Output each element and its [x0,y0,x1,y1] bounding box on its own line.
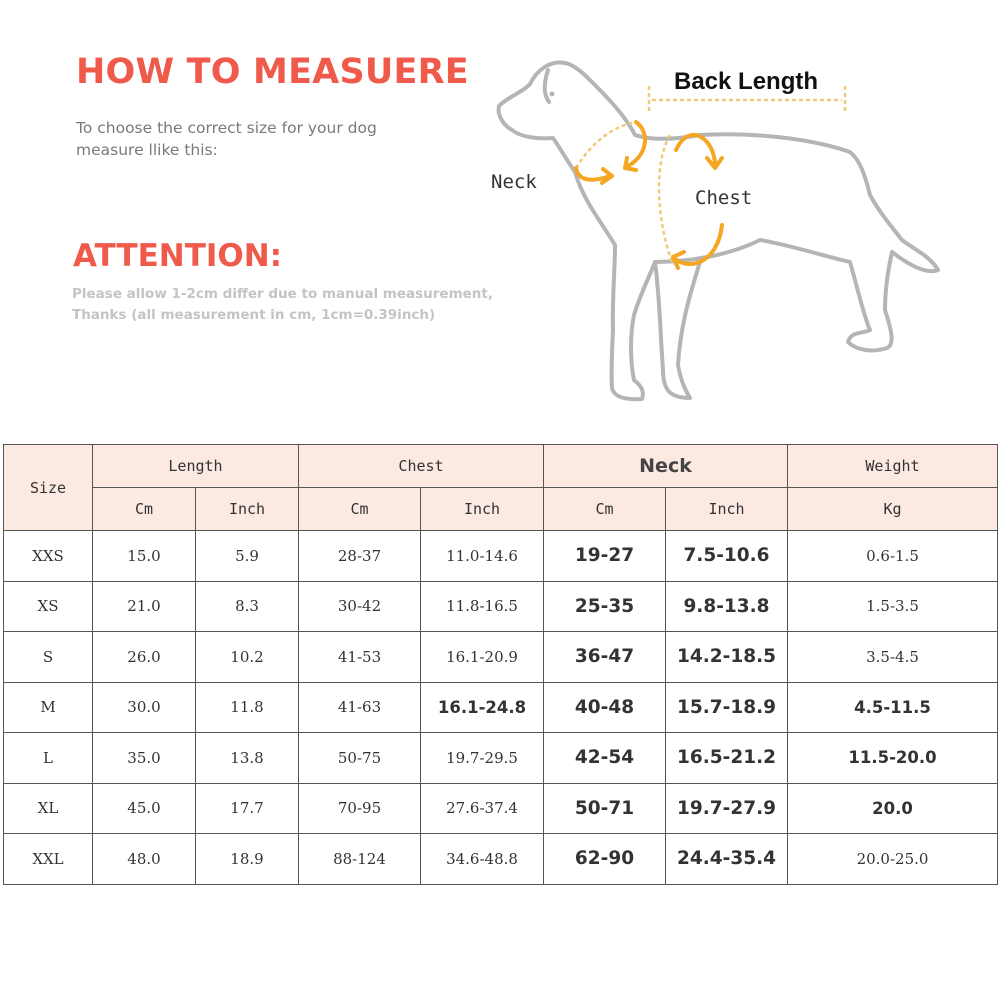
table-cell: 88-124 [299,834,421,885]
table-cell: 19-27 [544,531,666,582]
size-cell: XXS [4,531,93,582]
table-cell: 20.0-25.0 [788,834,998,885]
table-cell: 40-48 [544,682,666,733]
table-row [4,733,998,784]
chest-label: Chest [695,187,753,209]
size-cell: XXL [4,834,93,885]
size-cell: S [4,632,93,683]
dog-measurement-diagram [480,50,950,410]
table-cell: 11.0-14.6 [421,531,544,582]
page-title: HOW TO MEASUERE [76,52,469,92]
attention-title: ATTENTION: [73,238,283,274]
table-cell: 21.0 [93,581,196,632]
table-cell: 17.7 [196,783,299,834]
table-cell: 11.8 [196,682,299,733]
table-cell: 20.0 [788,783,998,834]
unit-header-row [4,488,998,531]
table-cell: 13.8 [196,733,299,784]
table-cell: 50-71 [544,783,666,834]
table-cell: 19.7-29.5 [421,733,544,784]
back-length-label: Back Length [674,68,819,95]
table-cell: 41-53 [299,632,421,683]
table-cell: 19.7-27.9 [666,783,788,834]
table-cell: 25-35 [544,581,666,632]
unit-header: Cm [544,488,666,531]
table-cell: 18.9 [196,834,299,885]
table-cell: 30.0 [93,682,196,733]
size-header: Size [4,445,93,531]
table-cell: 24.4-35.4 [666,834,788,885]
table-cell: 26.0 [93,632,196,683]
table-cell: 42-54 [544,733,666,784]
attention-line-2: Thanks (all measurement in cm, 1cm=0.39inch) [72,307,436,323]
table-cell: 28-37 [299,531,421,582]
dog-eye [550,92,555,97]
table-cell: 1.5-3.5 [788,581,998,632]
table-cell: 16.5-21.2 [666,733,788,784]
table-cell: 50-75 [299,733,421,784]
table-cell: 9.8-13.8 [666,581,788,632]
dog-outline [499,62,938,399]
table-row [4,632,998,683]
table-cell: 8.3 [196,581,299,632]
dog-far-leg [655,262,700,398]
unit-header: Cm [93,488,196,531]
unit-header: Cm [299,488,421,531]
neck-label: Neck [491,171,537,193]
table-cell: 7.5-10.6 [666,531,788,582]
size-cell: L [4,733,93,784]
table-cell: 14.2-18.5 [666,632,788,683]
table-cell: 10.2 [196,632,299,683]
table-cell: 70-95 [299,783,421,834]
table-cell: 15.0 [93,531,196,582]
attention-line-1: Please allow 1-2cm differ due to manual measurement, [72,286,493,302]
attention-note [72,284,512,326]
table-cell: 34.6-48.8 [421,834,544,885]
table-cell: 16.1-24.8 [421,682,544,733]
table-row [4,531,998,582]
unit-header: Kg [788,488,998,531]
table-row [4,581,998,632]
weight-header: Weight [788,445,998,488]
table-cell: 62-90 [544,834,666,885]
table-cell: 0.6-1.5 [788,531,998,582]
table-cell: 3.5-4.5 [788,632,998,683]
neck-header: Neck [544,445,788,488]
table-cell: 16.1-20.9 [421,632,544,683]
table-cell: 35.0 [93,733,196,784]
unit-header: Inch [421,488,544,531]
size-cell: XS [4,581,93,632]
intro-line-2: measure llike this: [76,141,218,159]
group-header-row [4,445,998,488]
length-header: Length [93,445,299,488]
table-cell: 15.7-18.9 [666,682,788,733]
table-cell: 27.6-37.4 [421,783,544,834]
table-row [4,834,998,885]
table-cell: 5.9 [196,531,299,582]
table-cell: 30-42 [299,581,421,632]
table-row [4,682,998,733]
table-cell: 11.5-20.0 [788,733,998,784]
unit-header: Inch [196,488,299,531]
unit-header: Inch [666,488,788,531]
table-cell: 48.0 [93,834,196,885]
intro-line-1: To choose the correct size for your dog [76,119,377,137]
table-cell: 4.5-11.5 [788,682,998,733]
size-chart-table [3,444,998,885]
chest-guide [659,135,672,262]
dog-ear [545,70,549,102]
table-cell: 36-47 [544,632,666,683]
intro-text [76,117,436,161]
chest-header: Chest [299,445,544,488]
size-cell: XL [4,783,93,834]
table-row [4,783,998,834]
table-cell: 45.0 [93,783,196,834]
table-cell: 11.8-16.5 [421,581,544,632]
size-cell: M [4,682,93,733]
table-cell: 41-63 [299,682,421,733]
